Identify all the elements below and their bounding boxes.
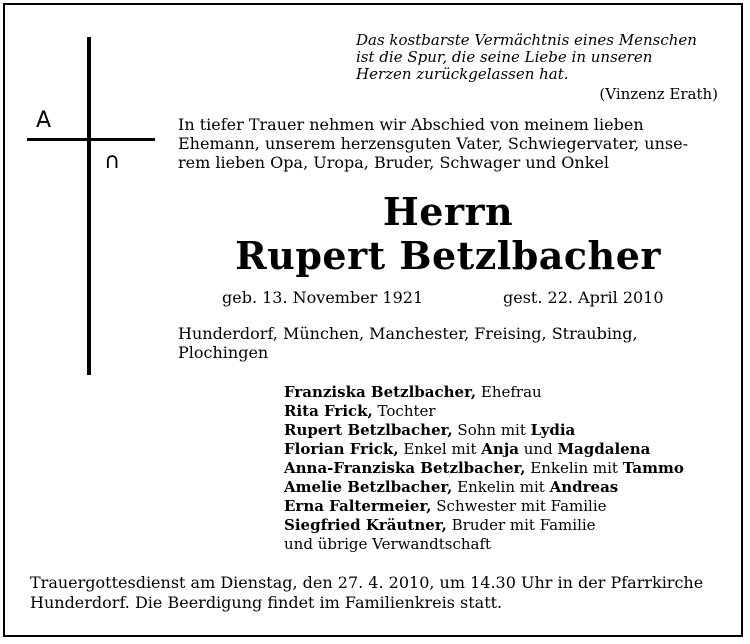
places-line: Plochingen — [178, 343, 269, 362]
mourner-joiner: und — [518, 440, 558, 458]
quote-line: Herzen zurückgelassen hat. — [356, 65, 569, 83]
quote-line: ist die Spur, die seine Liebe in unseren — [356, 48, 653, 66]
mourner-relation: Schwester mit Familie — [431, 497, 607, 515]
mourner-relation: Enkelin mit — [452, 478, 550, 496]
mourner-relation: Enkel mit — [398, 440, 482, 458]
death-date: gest. 22. April 2010 — [503, 288, 664, 307]
mourner-partner: Anja — [481, 440, 519, 458]
intro-line: Ehemann, unserem herzensguten Vater, Schwiegervater, unse- — [178, 134, 688, 153]
cross-vertical-bar — [87, 37, 91, 375]
mourners-footer: und übrige Verwandtschaft — [284, 535, 492, 553]
mourner-name: Franziska Betzlbacher, — [284, 383, 477, 401]
intro-line: In tiefer Trauer nehmen wir Abschied von meinem lieben — [178, 115, 644, 134]
birth-date: geb. 13. November 1921 — [222, 288, 424, 307]
quote-author: (Vinzenz Erath) — [599, 85, 718, 103]
places-list — [178, 324, 718, 362]
mourner-row — [284, 459, 724, 478]
memorial-quote — [356, 32, 718, 83]
intro-line: rem lieben Opa, Uropa, Bruder, Schwager und Onkel — [178, 153, 609, 172]
mourners-list — [284, 383, 724, 554]
mourner-name: Siegfried Kräutner, — [284, 516, 447, 534]
mourner-partner: Tammo — [622, 459, 684, 477]
mourner-relation: Sohn mit — [452, 421, 531, 439]
mourner-row — [284, 402, 724, 421]
mourner-row — [284, 497, 724, 516]
mourner-name: Florian Frick, — [284, 440, 399, 458]
intro-text — [178, 115, 718, 172]
omega-symbol: ∩ — [104, 149, 121, 174]
mourner-row — [284, 478, 724, 497]
alpha-symbol: A — [36, 108, 52, 133]
mourner-name: Erna Faltermeier, — [284, 497, 432, 515]
mourner-partner: Magdalena — [557, 440, 651, 458]
mourner-partner: Andreas — [549, 478, 619, 496]
service-line: Hunderdorf. Die Beerdigung findet im Familienkreis statt. — [30, 593, 503, 612]
deceased-name-block — [178, 190, 718, 278]
places-line: Hunderdorf, München, Manchester, Freising, Straubing, — [178, 324, 638, 343]
salutation: Herrn — [382, 189, 514, 234]
mourner-row — [284, 421, 724, 440]
mourner-partner: Lydia — [530, 421, 576, 439]
mourner-name: Rupert Betzlbacher, — [284, 421, 453, 439]
mourner-relation: Enkelin mit — [525, 459, 623, 477]
mourner-name: Amelie Betzlbacher, — [284, 478, 453, 496]
cross-horizontal-bar — [27, 138, 155, 141]
mourner-row — [284, 516, 724, 535]
mourner-relation: Bruder mit Familie — [446, 516, 596, 534]
mourner-relation: Tochter — [372, 402, 436, 420]
mourner-relation: Ehefrau — [476, 383, 542, 401]
service-announcement — [30, 573, 720, 613]
deceased-name: Rupert Betzlbacher — [235, 233, 661, 278]
mourner-row — [284, 383, 724, 402]
mourner-name: Rita Frick, — [284, 402, 373, 420]
mourner-name: Anna-Franziska Betzlbacher, — [284, 459, 526, 477]
mourner-row — [284, 440, 724, 459]
service-line: Trauergottesdienst am Dienstag, den 27. 4. 2010, um 14.30 Uhr in der Pfarrkirche — [30, 573, 704, 592]
quote-line: Das kostbarste Vermächtnis eines Menschen — [356, 31, 697, 49]
